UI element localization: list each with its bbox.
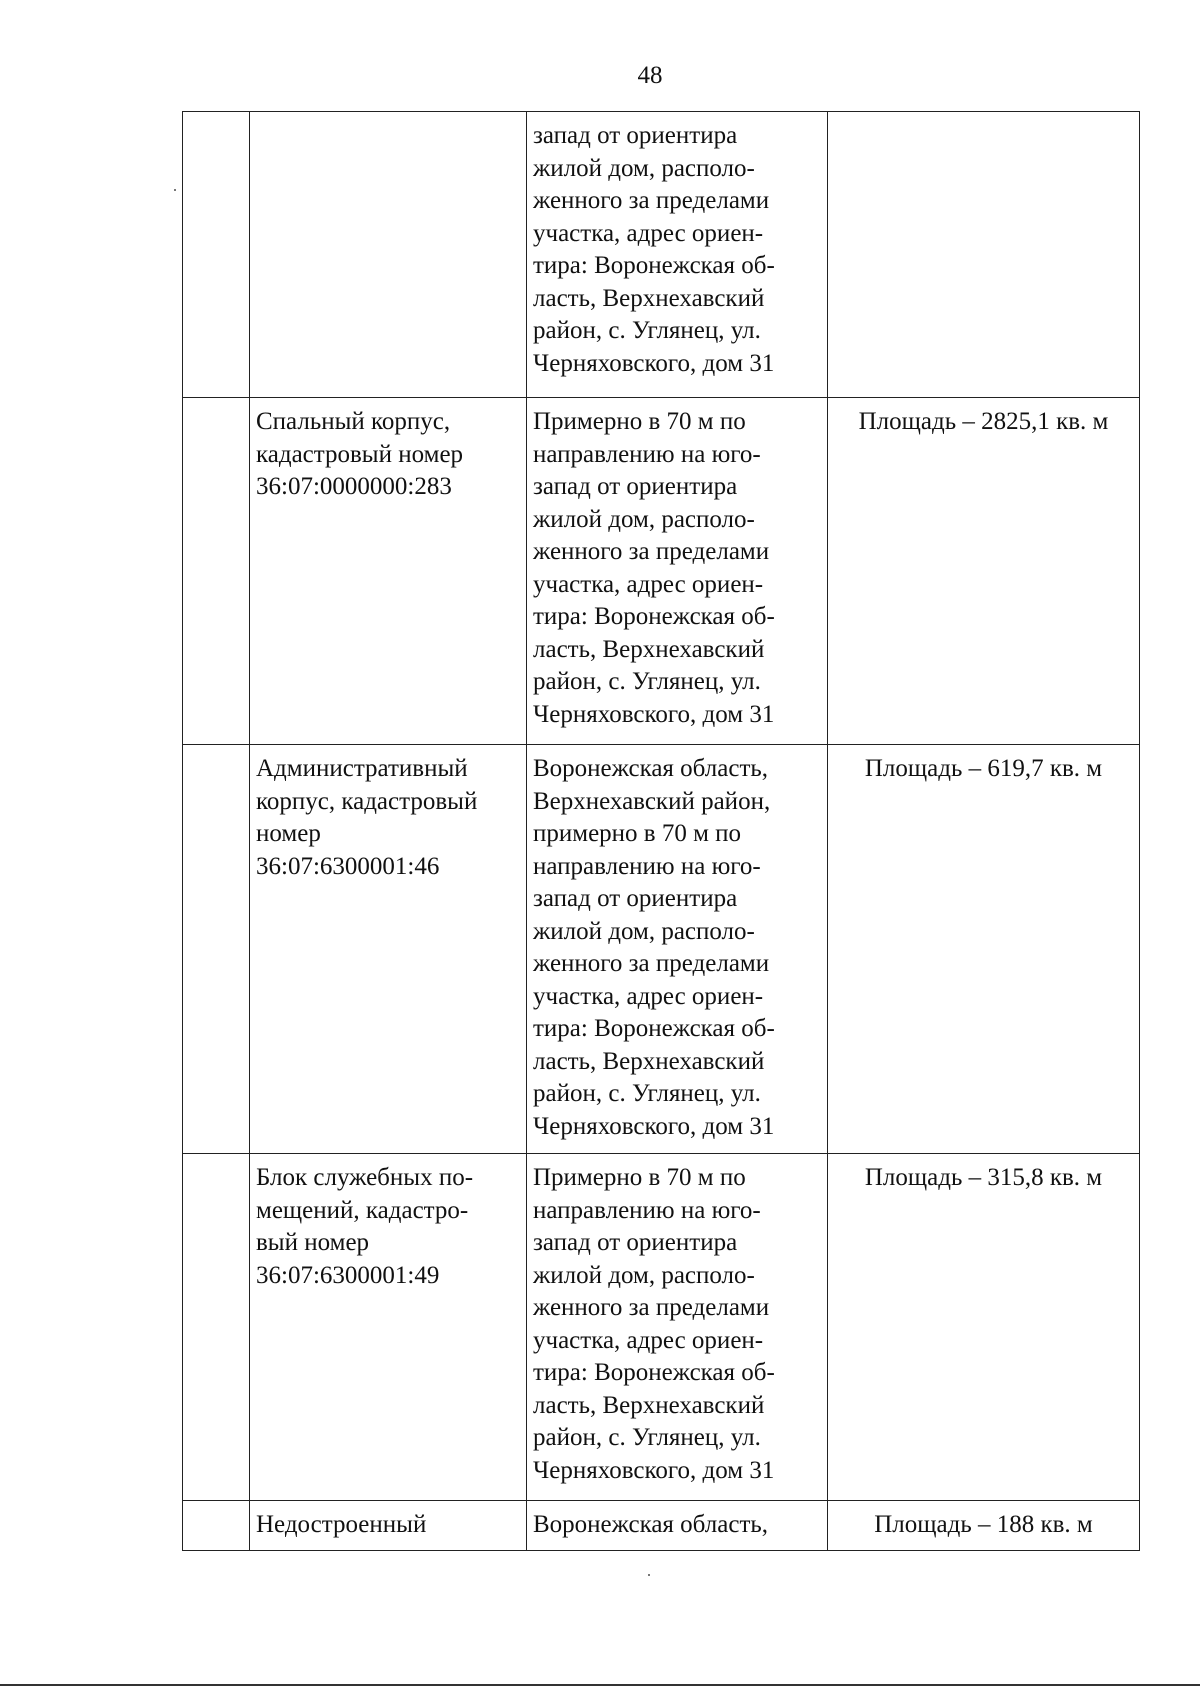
page-number: 48 bbox=[637, 62, 663, 89]
object-name-cell bbox=[250, 745, 527, 1154]
address-line: ласть, Верхнехавский bbox=[533, 284, 765, 312]
object-name-line: 36:07:0000000:283 bbox=[256, 473, 452, 500]
number-cell bbox=[183, 398, 250, 745]
object-name-line: Блок служебных по- bbox=[256, 1164, 474, 1191]
address-line: ласть, Верхнехавский bbox=[533, 1047, 765, 1075]
address-line: жилой дом, располо- bbox=[533, 917, 755, 945]
object-name-line: Административный bbox=[256, 755, 468, 782]
table-row bbox=[183, 112, 1140, 398]
number-cell bbox=[183, 1154, 250, 1501]
table-row bbox=[183, 398, 1140, 745]
object-name-cell bbox=[250, 1154, 527, 1501]
address-line: жилой дом, располо- bbox=[533, 505, 755, 533]
address-line: запад от ориентира bbox=[533, 1229, 738, 1256]
address-cell bbox=[527, 398, 828, 745]
address-line: женного за пределами bbox=[533, 538, 770, 565]
address-line: ласть, Верхнехавский bbox=[533, 1391, 765, 1419]
scan-speck bbox=[648, 1574, 650, 1576]
table-row bbox=[183, 745, 1140, 1154]
address-line: запад от ориентира bbox=[533, 885, 738, 912]
address-line: направлению на юго- bbox=[533, 440, 761, 468]
address-line: Верхнехавский район, bbox=[533, 787, 771, 815]
address-line: тира: Воронежская об- bbox=[533, 1359, 775, 1386]
address-line: жилой дом, располо- bbox=[533, 1261, 755, 1289]
bottom-rule bbox=[0, 1684, 1200, 1686]
area-value: Площадь – 619,7 кв. м bbox=[864, 755, 1103, 782]
area-value: Площадь – 315,8 кв. м bbox=[864, 1164, 1103, 1191]
address-line: тира: Воронежская об- bbox=[533, 252, 775, 279]
object-name-cell bbox=[250, 112, 527, 398]
area-cell bbox=[828, 398, 1140, 745]
address-line: Черняховского, дом 31 bbox=[533, 1456, 775, 1484]
address-line: запад от ориентира bbox=[533, 122, 738, 149]
table-row bbox=[183, 1501, 1140, 1551]
address-line: Черняховского, дом 31 bbox=[533, 349, 775, 377]
address-line: направлению на юго- bbox=[533, 1196, 761, 1224]
address-line: Черняховского, дом 31 bbox=[533, 700, 775, 728]
address-line: женного за пределами bbox=[533, 950, 770, 977]
address-line: участка, адрес ориен- bbox=[533, 982, 764, 1010]
address-cell bbox=[527, 112, 828, 398]
number-cell bbox=[183, 745, 250, 1154]
object-name-line: 36:07:6300001:46 bbox=[256, 852, 440, 880]
address-line: ласть, Верхнехавский bbox=[533, 635, 765, 663]
address-line: жилой дом, располо- bbox=[533, 154, 755, 182]
address-line: Примерно в 70 м по bbox=[533, 1164, 746, 1191]
address-line: участка, адрес ориен- bbox=[533, 219, 764, 247]
address-line: район, с. Углянец, ул. bbox=[533, 1424, 761, 1451]
area-value: Площадь – 188 кв. м bbox=[874, 1511, 1093, 1538]
area-cell bbox=[828, 1154, 1140, 1501]
address-line: женного за пределами bbox=[533, 187, 770, 214]
area-cell bbox=[828, 745, 1140, 1154]
number-cell bbox=[183, 1501, 250, 1551]
property-table bbox=[182, 111, 1140, 1551]
address-line: Воронежская область, bbox=[533, 755, 769, 782]
object-name-line: Спальный корпус, bbox=[256, 408, 451, 435]
object-name-line: номер bbox=[256, 820, 321, 847]
object-name-line: корпус, кадастровый bbox=[256, 787, 478, 815]
address-line: Черняховского, дом 31 bbox=[533, 1112, 775, 1140]
address-line: Примерно в 70 м по bbox=[533, 408, 746, 435]
object-name-line: кадастровый номер bbox=[256, 440, 464, 468]
object-name-line: мещений, кадастро- bbox=[256, 1196, 469, 1224]
address-line: район, с. Углянец, ул. bbox=[533, 668, 761, 695]
address-line: участка, адрес ориен- bbox=[533, 570, 764, 598]
address-line: тира: Воронежская об- bbox=[533, 603, 775, 630]
address-line: женного за пределами bbox=[533, 1294, 770, 1321]
table-row bbox=[183, 1154, 1140, 1501]
object-name-cell bbox=[250, 398, 527, 745]
address-line: направлению на юго- bbox=[533, 852, 761, 880]
area-cell bbox=[828, 1501, 1140, 1551]
scan-speck bbox=[174, 189, 176, 191]
number-cell bbox=[183, 112, 250, 398]
address-line: Воронежская область, bbox=[533, 1511, 769, 1538]
address-line: район, с. Углянец, ул. bbox=[533, 317, 761, 344]
object-name-cell bbox=[250, 1501, 527, 1551]
address-line: тира: Воронежская об- bbox=[533, 1015, 775, 1042]
address-line: примерно в 70 м по bbox=[533, 820, 742, 847]
address-line: район, с. Углянец, ул. bbox=[533, 1080, 761, 1107]
address-cell bbox=[527, 745, 828, 1154]
address-line: запад от ориентира bbox=[533, 473, 738, 500]
address-cell bbox=[527, 1154, 828, 1501]
object-name-line: вый номер bbox=[256, 1229, 370, 1256]
object-name-line: Недостроенный bbox=[256, 1511, 427, 1538]
object-name-line: 36:07:6300001:49 bbox=[256, 1261, 440, 1289]
area-value: Площадь – 2825,1 кв. м bbox=[858, 408, 1109, 435]
address-line: участка, адрес ориен- bbox=[533, 1326, 764, 1354]
address-cell bbox=[527, 1501, 828, 1551]
area-cell bbox=[828, 112, 1140, 398]
